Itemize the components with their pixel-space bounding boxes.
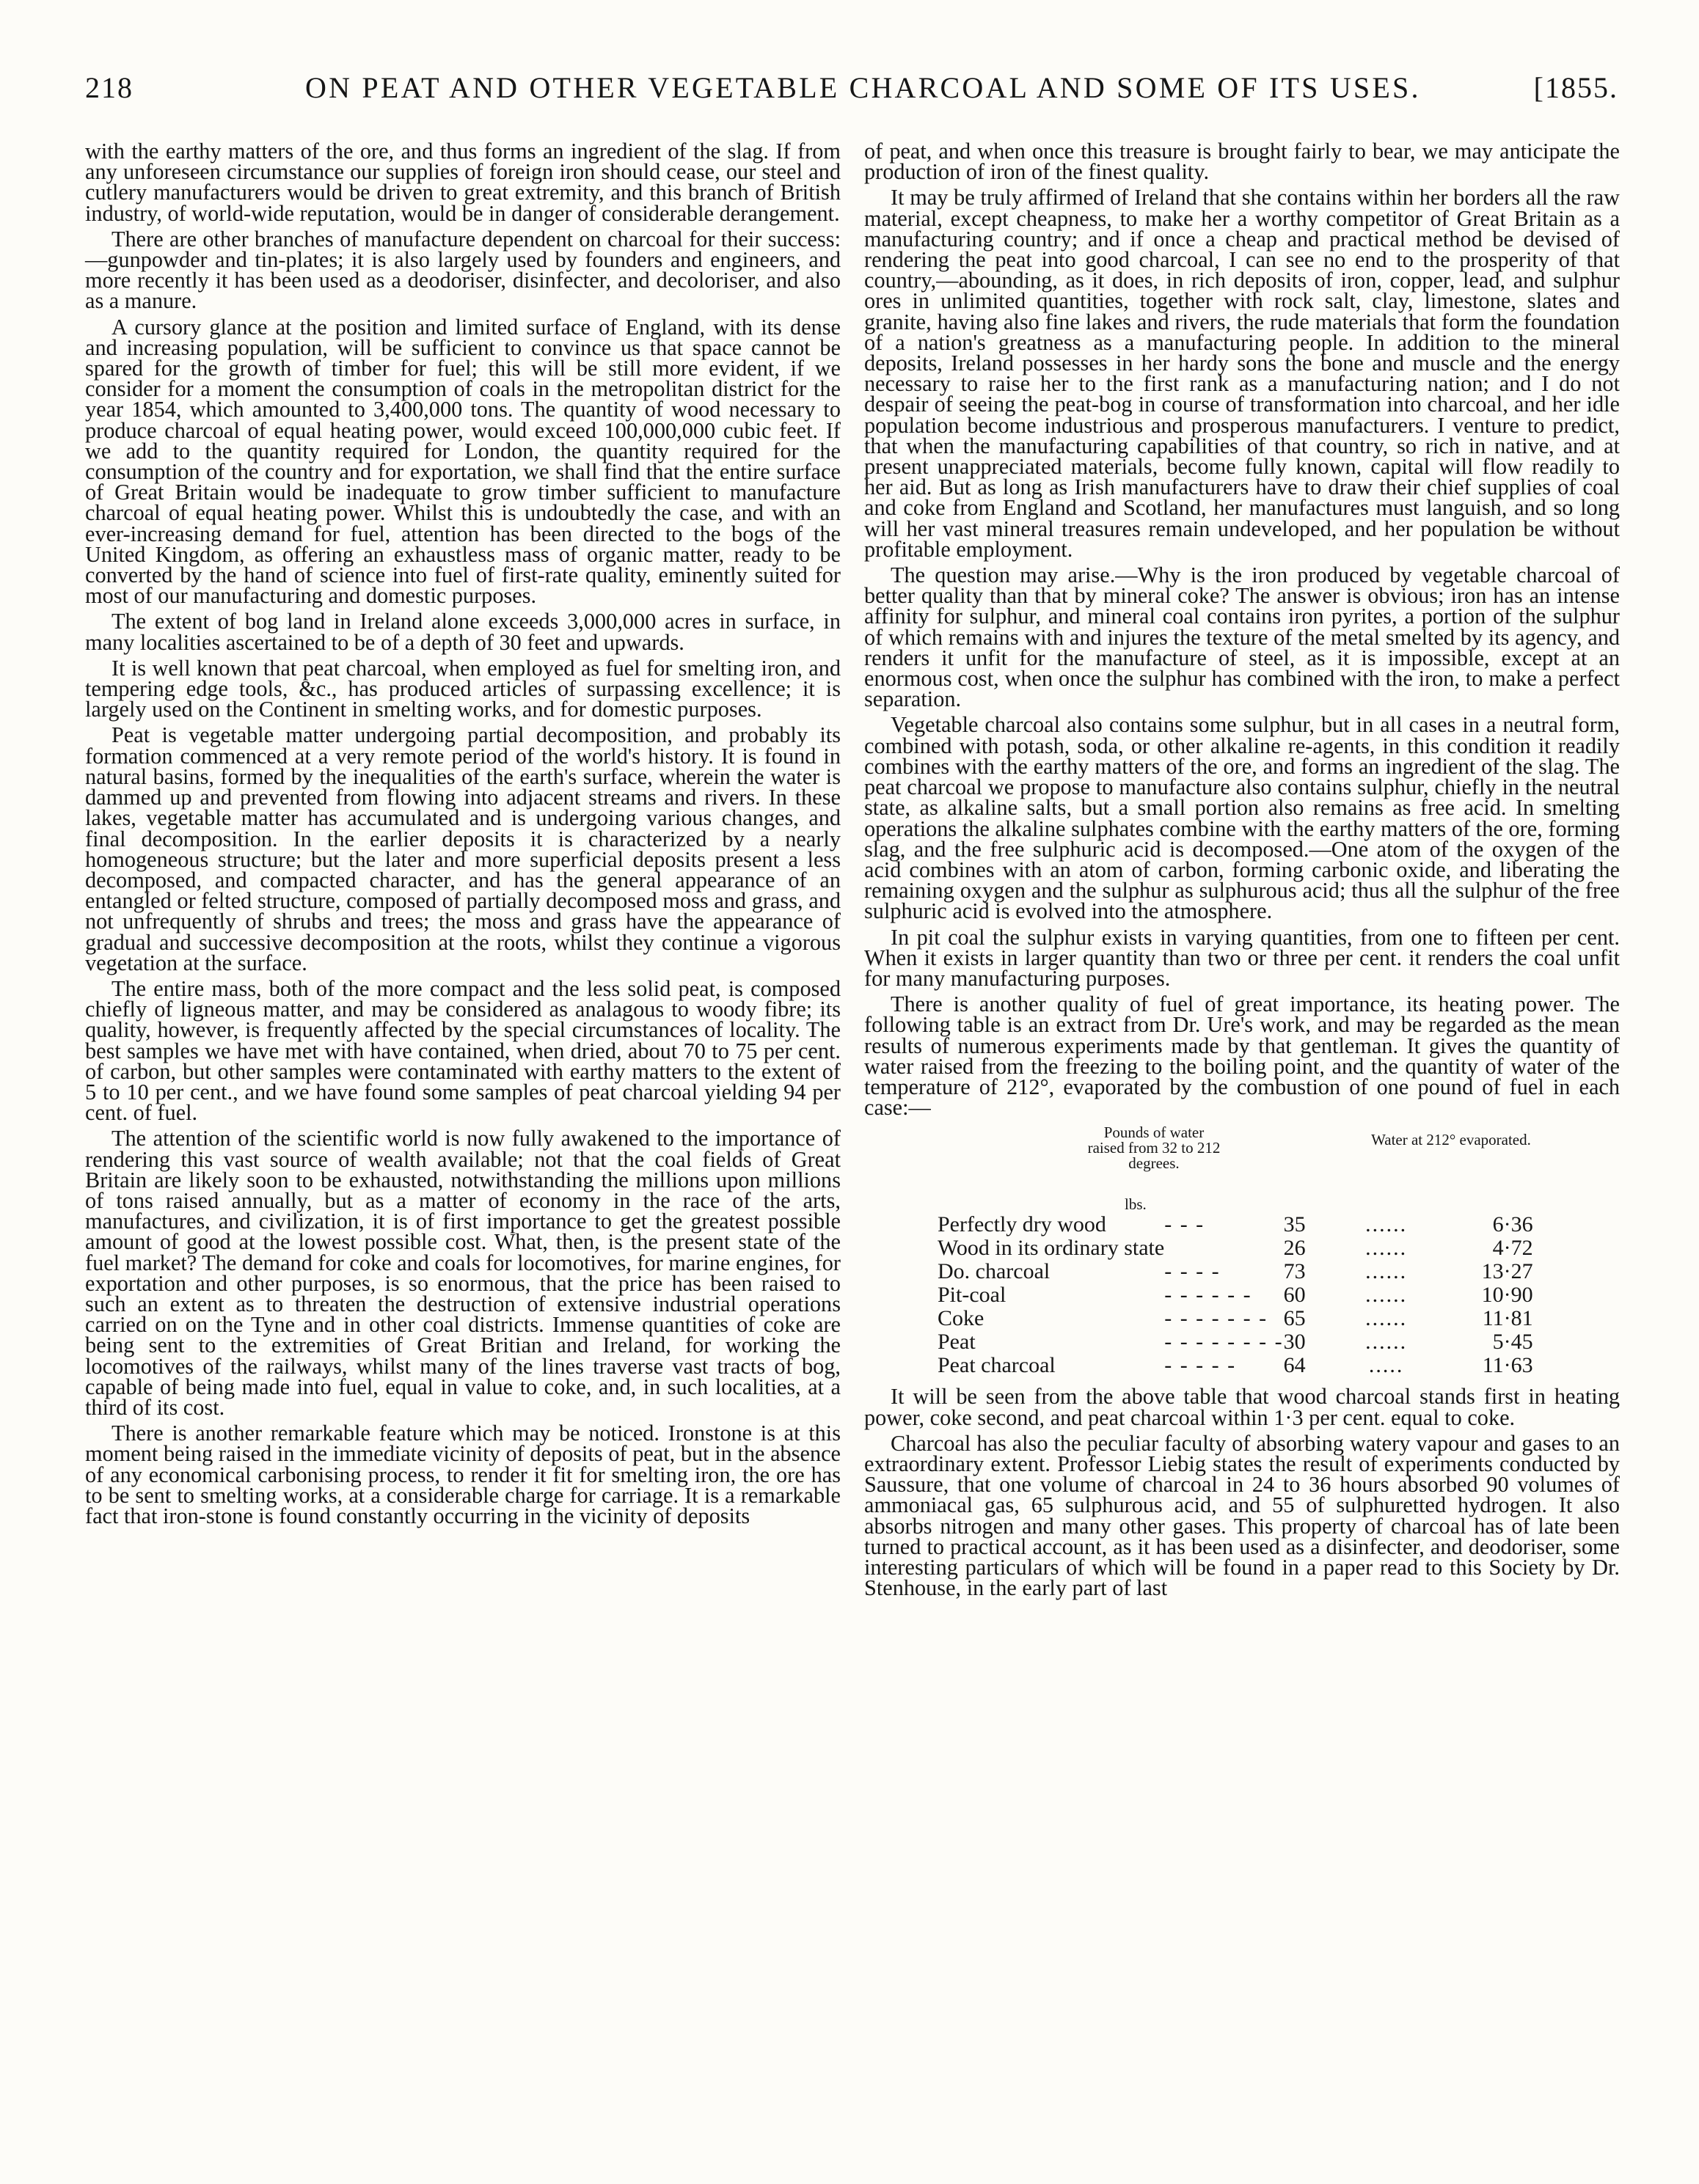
fuel-name: Perfectly dry wood [938, 1212, 1106, 1237]
paragraph: The extent of bog land in Ireland alone exceeds 3,000,000 acres in surface, in many localities ascertained to be of a depth of 30 feet and upwards. [85, 609, 841, 655]
paragraph: There are other branches of manufacture dependent on charcoal for their success:—gunpowder and tin-plates; it is also largely used by founders and engineers, and more recently it has been used as a deodoriser, disinfecter, and decoloriser, and also as a manure. [85, 226, 841, 314]
leader-dashes: - - - - [1164, 1259, 1221, 1284]
evaporated-value: 5·45 [1492, 1330, 1533, 1355]
fuel-name: Coke [938, 1306, 984, 1331]
leader-dashes [1164, 1236, 1283, 1260]
fuel-name: Peat charcoal [938, 1353, 1056, 1378]
page-number: 218 [85, 71, 134, 104]
header-year: [1855. [1533, 71, 1618, 104]
paragraph: Charcoal has also the peculiar faculty of absorbing watery vapour and gases to an extraordinary extent. Professor Liebig states the result of experiments conducted by Saussure, that one volume of charcoal in 24 to 36 hours absorbed 90 volumes of ammoniacal gas, 65 sulphurous acid, and 55 of sulphuretted hydrogen. It also absorbs nitrogen and many other gases. This property of charcoal has of late been turned to practical account, as it has been used as a disinfecter, and deodoriser, some interesting particulars of which will be found in a paper read to this Society by Dr. Stenhouse, in the early part of last [864, 1430, 1620, 1601]
paragraph: The entire mass, both of the more compact and the less solid peat, is composed chiefly of ligneous matter, and may be considered as analagous to woody fibre; its quality, however, is frequently affected by the special circumstances of locality. The best samples we have met with have contained, when dried, about 70 to 75 per cent. of carbon, but other samples were contaminated with earthy matters to the extent of 5 to 10 per cent., and we have found some samples of peat charcoal yielding 94 per cent. of fuel. [85, 975, 841, 1126]
fuel-table [864, 1125, 1620, 1377]
evaporated-value: 6·36 [1492, 1212, 1533, 1237]
evaporated-value: 11·63 [1482, 1353, 1533, 1378]
fuel-name: Peat [938, 1330, 976, 1355]
leader-dashes: - - - - - - - - [1164, 1330, 1284, 1355]
fuel-name: Pit-coal [938, 1283, 1006, 1308]
running-header [85, 70, 1618, 114]
col-header-evaporated: Water at 212° evaporated. [1371, 1131, 1531, 1149]
paragraph: It may be truly affirmed of Ireland that she contains within her borders all the raw material, except cheapness, to make her a worthy competitor of Great Britain as a manufacturing country; and if once a cheap and practical method be devised of rendering the peat into good charcoal, I can see no end to the prosperity of that country,—abounding, as it does, in rich deposits of iron, copper, lead, and sulphur ores in unlimited quantities, together with rock salt, clay, limestone, slates and granite, having also fine lakes and rivers, the rude materials that form the foundation of a nation's greatness as a manufacturing people. In addition to the mineral deposits, Ireland possesses in her hardy sons the bone and muscle and the energy necessary to raise her to the first rank as a manufacturing nation; and I do not despair of seeing the peat-bog in course of transformation into charcoal, and her idle population become industrious and prosperous manufacturers. I venture to predict, that when the manufacturing capabilities of that country, so rich in native, and at present unappreciated materials, become fully known, capital will flow readily to her aid. But as long as Irish manufacturers have to draw their chief supplies of coal and coke from England and Scotland, her manufactures must languish, and so long will her vast mineral treasures remain undeveloped, and her population be without profitable employment. [864, 185, 1620, 562]
paragraph: Peat is vegetable matter undergoing partial decomposition, and probably its formation commenced at a very remote period of the world's history. It is found in natural basins, formed by the inequalities of the earth's surface, wherein the water is dammed up and prevented from flowing into adjacent streams and rivers. In these lakes, vegetable matter has accumulated and is undergoing various changes, and final decomposition. In the earlier deposits it is characterized by a nearly homogeneous structure; but the later and more superficial deposits present a less decomposed, and compacted character, and has the general appearance of an entangled or felted structure, composed of partially decomposed moss and grass, and not unfrequently of shrubs and trees; the moss and grass have the appearance of gradual and successive decomposition at the roots, whilst they continue a vigorous vegetation at the surface. [85, 722, 841, 975]
dot-leader: ...... [1365, 1283, 1408, 1308]
leader-dashes: - - - - - - [1164, 1283, 1252, 1308]
right-column [864, 141, 1620, 1603]
leader-dashes: - - - - - [1164, 1353, 1237, 1378]
running-title: ON PEAT AND OTHER VEGETABLE CHARCOAL AND SOME OF ITS USES. [305, 71, 1421, 104]
raised-value: 73 [1283, 1259, 1306, 1284]
paragraph: There is another remarkable feature which may be noticed. Ironstone is at this moment being raised in the immediate vicinity of deposits of peat, but in the absence of any economical carbonising process, to render it fit for smelting iron, the ore has to be sent to smelting works, at a considerable charge for carriage. It is a remarkable fact that iron-stone is found constantly occurring in the vicinity of deposits [85, 1421, 841, 1528]
table-row [938, 1213, 1533, 1236]
fuel-name: Do. charcoal [938, 1259, 1051, 1284]
raised-value: 65 [1283, 1306, 1306, 1331]
col-header-raised: Pounds of water raised from 32 to 212 degrees. [1087, 1124, 1221, 1173]
fuel-name: Wood in its ordinary state [938, 1236, 1165, 1261]
raised-value: 60 [1283, 1283, 1306, 1308]
leader-dashes: - - - - - - - [1164, 1306, 1268, 1331]
left-column [85, 141, 841, 1531]
raised-value: 30 [1283, 1330, 1306, 1355]
table-row [938, 1236, 1533, 1260]
dot-leader: ...... [1365, 1306, 1408, 1331]
dot-leader: ..... [1368, 1353, 1404, 1378]
paragraph: Vegetable charcoal also contains some sulphur, but in all cases in a neutral form, combined with potash, soda, or other alkaline re-agents, in this condition it readily combines with the earthy matters of the ore, and forms an ingredient of the slag. The peat charcoal we propose to manufacture also contains sulphur, chiefly in the neutral state, as alkaline salts, but a small portion also remains as free acid. In smelting operations the alkaline sulphates combine with the earthy matters of the ore, forming slag, and the free sulphuric acid is decomposed.—One atom of the oxygen of the acid combines with an atom of carbon, forming carbonic oxide, and liberating the remaining oxygen and the sulphur as sulphurous acid; thus all the sulphur of the free sulphuric acid is evolved into the atmosphere. [864, 712, 1620, 924]
dot-leader: ...... [1365, 1330, 1408, 1355]
evaporated-value: 11·81 [1482, 1306, 1533, 1331]
paragraph: The attention of the scientific world is now fully awakened to the importance of rendering this vast source of wealth available; not that the coal fields of Great Britain are likely soon to be exhausted, notwithstanding the millions upon millions of tons raised annually, but as a matter of economy in the race of the arts, manufactures, and civilization, it is of first importance to get the greatest possible amount of good at the lowest possible cost. What, then, is the present state of the fuel market? The demand for coke and coals for locomotives, for marine engines, for exportation and other purposes, is so enormous, that the price has been raised to such an extent as to threaten the destruction of extensive industrial operations carried on on the Tyne and in other coal districts. Immense quantities of coke are being sent to the extremities of Great Britian and Ireland, for working the locomotives of the railways, whilst many of the lines traverse vast tracts of bog, capable of being made into fuel, equal in value to coke, and, in such localities, at a third of its cost. [85, 1126, 841, 1420]
unit-label: lbs. [1125, 1195, 1147, 1214]
evaporated-value: 10·90 [1481, 1283, 1533, 1308]
dot-leader: ...... [1365, 1259, 1408, 1284]
raised-value: 64 [1283, 1353, 1306, 1378]
paragraph: There is another quality of fuel of great importance, its heating power. The following table is an extract from Dr. Ure's work, and may be regarded as the mean results of numerous experiments made by that gentleman. It gives the quantity of water raised from the freezing to the boiling point, and the quantity of water of the temperature of 212°, evaporated by the combustion of one pound of fuel in each case:— [864, 992, 1620, 1121]
paragraph: with the earthy matters of the ore, and thus forms an ingredient of the slag. If from any unforeseen circumstance our supplies of foreign iron should cease, our steel and cutlery manufacturers would be driven to great extremity, and this branch of British industry, of world-wide reputation, would be in danger of considerable derangement. [85, 139, 841, 226]
dot-leader: ...... [1365, 1212, 1408, 1237]
paragraph: It is well known that peat charcoal, when employed as fuel for smelting iron, and tempering edge tools, &c., has produced articles of surpassing excellence; it is largely used on the Continent in smelting works, and for domestic purposes. [85, 655, 841, 722]
paragraph: of peat, and when once this treasure is brought fairly to bear, we may anticipate the production of iron of the finest quality. [864, 139, 1620, 185]
dot-leader: ...... [1365, 1236, 1408, 1261]
leader-dashes: - - - [1164, 1212, 1205, 1237]
paragraph: It will be seen from the above table that wood charcoal stands first in heating power, coke second, and peat charcoal within 1·3 per cent. equal to coke. [864, 1384, 1620, 1430]
evaporated-value: 4·72 [1492, 1236, 1533, 1261]
table-header [864, 1125, 1620, 1213]
paragraph: The question may arise.—Why is the iron produced by vegetable charcoal of better quality than that by mineral coke? The answer is obvious; iron has an intense affinity for sulphur, and mineral coal contains iron pyrites, a portion of the sulphur of which remains with and injures the texture of the metal smelted by its agency, and renders it unfit for the manufacture of steel, as it is impossible, except at an enormous cost, when once the sulphur has combined with the iron, to make a perfect separation. [864, 563, 1620, 712]
table-row [938, 1330, 1533, 1354]
paragraph: In pit coal the sulphur exists in varying quantities, from one to fifteen per cent. When it exists in larger quantity than two or three per cent. it renders the coal unfit for many manufacturing purposes. [864, 924, 1620, 991]
table-row [938, 1283, 1533, 1307]
evaporated-value: 13·27 [1481, 1259, 1533, 1284]
table-row [938, 1260, 1533, 1283]
table-row [938, 1354, 1533, 1377]
table-row [938, 1307, 1533, 1330]
raised-value: 35 [1283, 1212, 1306, 1237]
raised-value: 26 [1283, 1236, 1306, 1261]
paragraph: A cursory glance at the position and limited surface of England, with its dense and increasing population, will be sufficient to convince us that space cannot be spared for the growth of timber for fuel; this will be still more evident, if we consider for a moment the consumption of coals in the metropolitan district for the year 1854, which amounted to 3,400,000 tons. The quantity of wood necessary to produce charcoal of equal heating power, would exceed 100,000,000 cubic feet. If we add to the quantity required for London, the quantity required for the consumption of the country and for exportation, we shall find that the entire surface of Great Britain would be inadequate to grow timber sufficient to manufacture charcoal of equal heating power. Whilst this is undoubtedly the case, and with an ever-increasing demand for fuel, attention has been directed to the bogs of the United Kingdom, as offering an exhaustless mass of organic matter, ready to be converted by the hand of science into fuel of first-rate quality, eminently suited for most of our manufacturing and domestic purposes. [85, 314, 841, 609]
fuel-data-table [938, 1213, 1533, 1377]
